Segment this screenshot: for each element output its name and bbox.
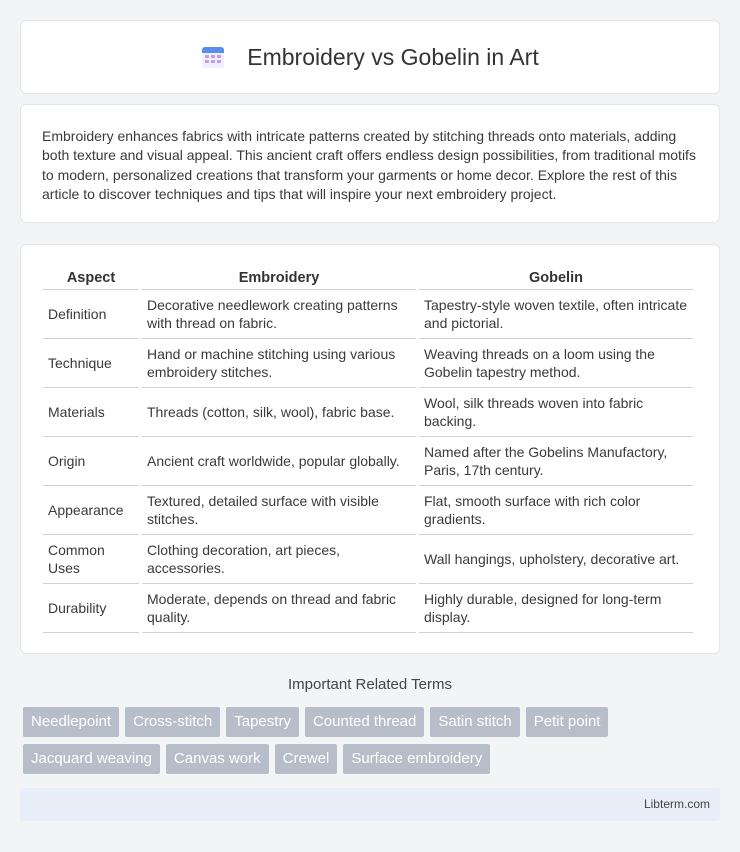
page-title: Embroidery vs Gobelin in Art — [247, 43, 539, 70]
table-row — [43, 290, 693, 339]
cell-gobelin: Weaving threads on a loom using the Gobelin tapestry method. — [419, 339, 693, 388]
cell-embroidery: Threads (cotton, silk, wool), fabric base. — [142, 388, 416, 437]
related-terms-title: Important Related Terms — [288, 676, 452, 693]
header-embroidery: Embroidery — [142, 266, 416, 290]
related-term-tag[interactable]: Cross-stitch — [125, 707, 220, 737]
cell-embroidery: Moderate, depends on thread and fabric quality. — [142, 584, 416, 633]
footer-brand-link[interactable]: Libterm.com — [643, 797, 710, 811]
comparison-card — [20, 244, 720, 654]
table-row — [43, 486, 693, 535]
header-aspect: Aspect — [43, 266, 139, 290]
intro-paragraph: Embroidery enhances fabrics with intricate patterns created by stitching threads onto materials, adding both texture and visual appeal. This ancient craft offers endless design possibilities, from traditional motifs to modern, personalized creations that transform your garments or home decor. Explore the rest of this article to discover techniques and tips that will inspire your next embroidery project. — [42, 128, 696, 202]
related-terms-list — [23, 707, 723, 774]
header-gobelin: Gobelin — [419, 266, 693, 290]
table-row — [43, 339, 693, 388]
cell-aspect: Appearance — [43, 486, 139, 535]
intro-card — [20, 104, 720, 223]
comparison-table — [40, 266, 696, 633]
related-term-tag[interactable]: Crewel — [275, 744, 338, 774]
table-row — [43, 535, 693, 584]
related-term-tag[interactable]: Satin stitch — [430, 707, 519, 737]
footer — [20, 788, 720, 821]
cell-gobelin: Tapestry-style woven textile, often intricate and pictorial. — [419, 290, 693, 339]
cell-gobelin: Named after the Gobelins Manufactory, Paris, 17th century. — [419, 437, 693, 486]
cell-aspect: Common Uses — [43, 535, 139, 584]
cell-aspect: Materials — [43, 388, 139, 437]
cell-gobelin: Highly durable, designed for long-term display. — [419, 584, 693, 633]
cell-embroidery: Decorative needlework creating patterns with thread on fabric. — [142, 290, 416, 339]
cell-embroidery: Hand or machine stitching using various embroidery stitches. — [142, 339, 416, 388]
related-term-tag[interactable]: Jacquard weaving — [23, 744, 160, 774]
related-term-tag[interactable]: Petit point — [526, 707, 609, 737]
related-term-tag[interactable]: Surface embroidery — [343, 744, 490, 774]
cell-embroidery: Textured, detailed surface with visible stitches. — [142, 486, 416, 535]
related-term-tag[interactable]: Tapestry — [226, 707, 299, 737]
title-wrap — [201, 44, 538, 71]
header-card — [20, 20, 720, 94]
cell-aspect: Durability — [43, 584, 139, 633]
table-row — [43, 437, 693, 486]
table-header-row — [43, 266, 693, 290]
table-row — [43, 584, 693, 633]
related-term-tag[interactable]: Canvas work — [166, 744, 269, 774]
related-term-tag[interactable]: Needlepoint — [23, 707, 119, 737]
cell-aspect: Technique — [43, 339, 139, 388]
cell-aspect: Definition — [43, 290, 139, 339]
cell-aspect: Origin — [43, 437, 139, 486]
cell-gobelin: Flat, smooth surface with rich color gradients. — [419, 486, 693, 535]
related-term-tag[interactable]: Counted thread — [305, 707, 424, 737]
calendar-grid-icon — [201, 45, 225, 69]
cell-embroidery: Clothing decoration, art pieces, accessories. — [142, 535, 416, 584]
table-row — [43, 388, 693, 437]
cell-gobelin: Wool, silk threads woven into fabric backing. — [419, 388, 693, 437]
cell-gobelin: Wall hangings, upholstery, decorative art. — [419, 535, 693, 584]
cell-embroidery: Ancient craft worldwide, popular globally. — [142, 437, 416, 486]
